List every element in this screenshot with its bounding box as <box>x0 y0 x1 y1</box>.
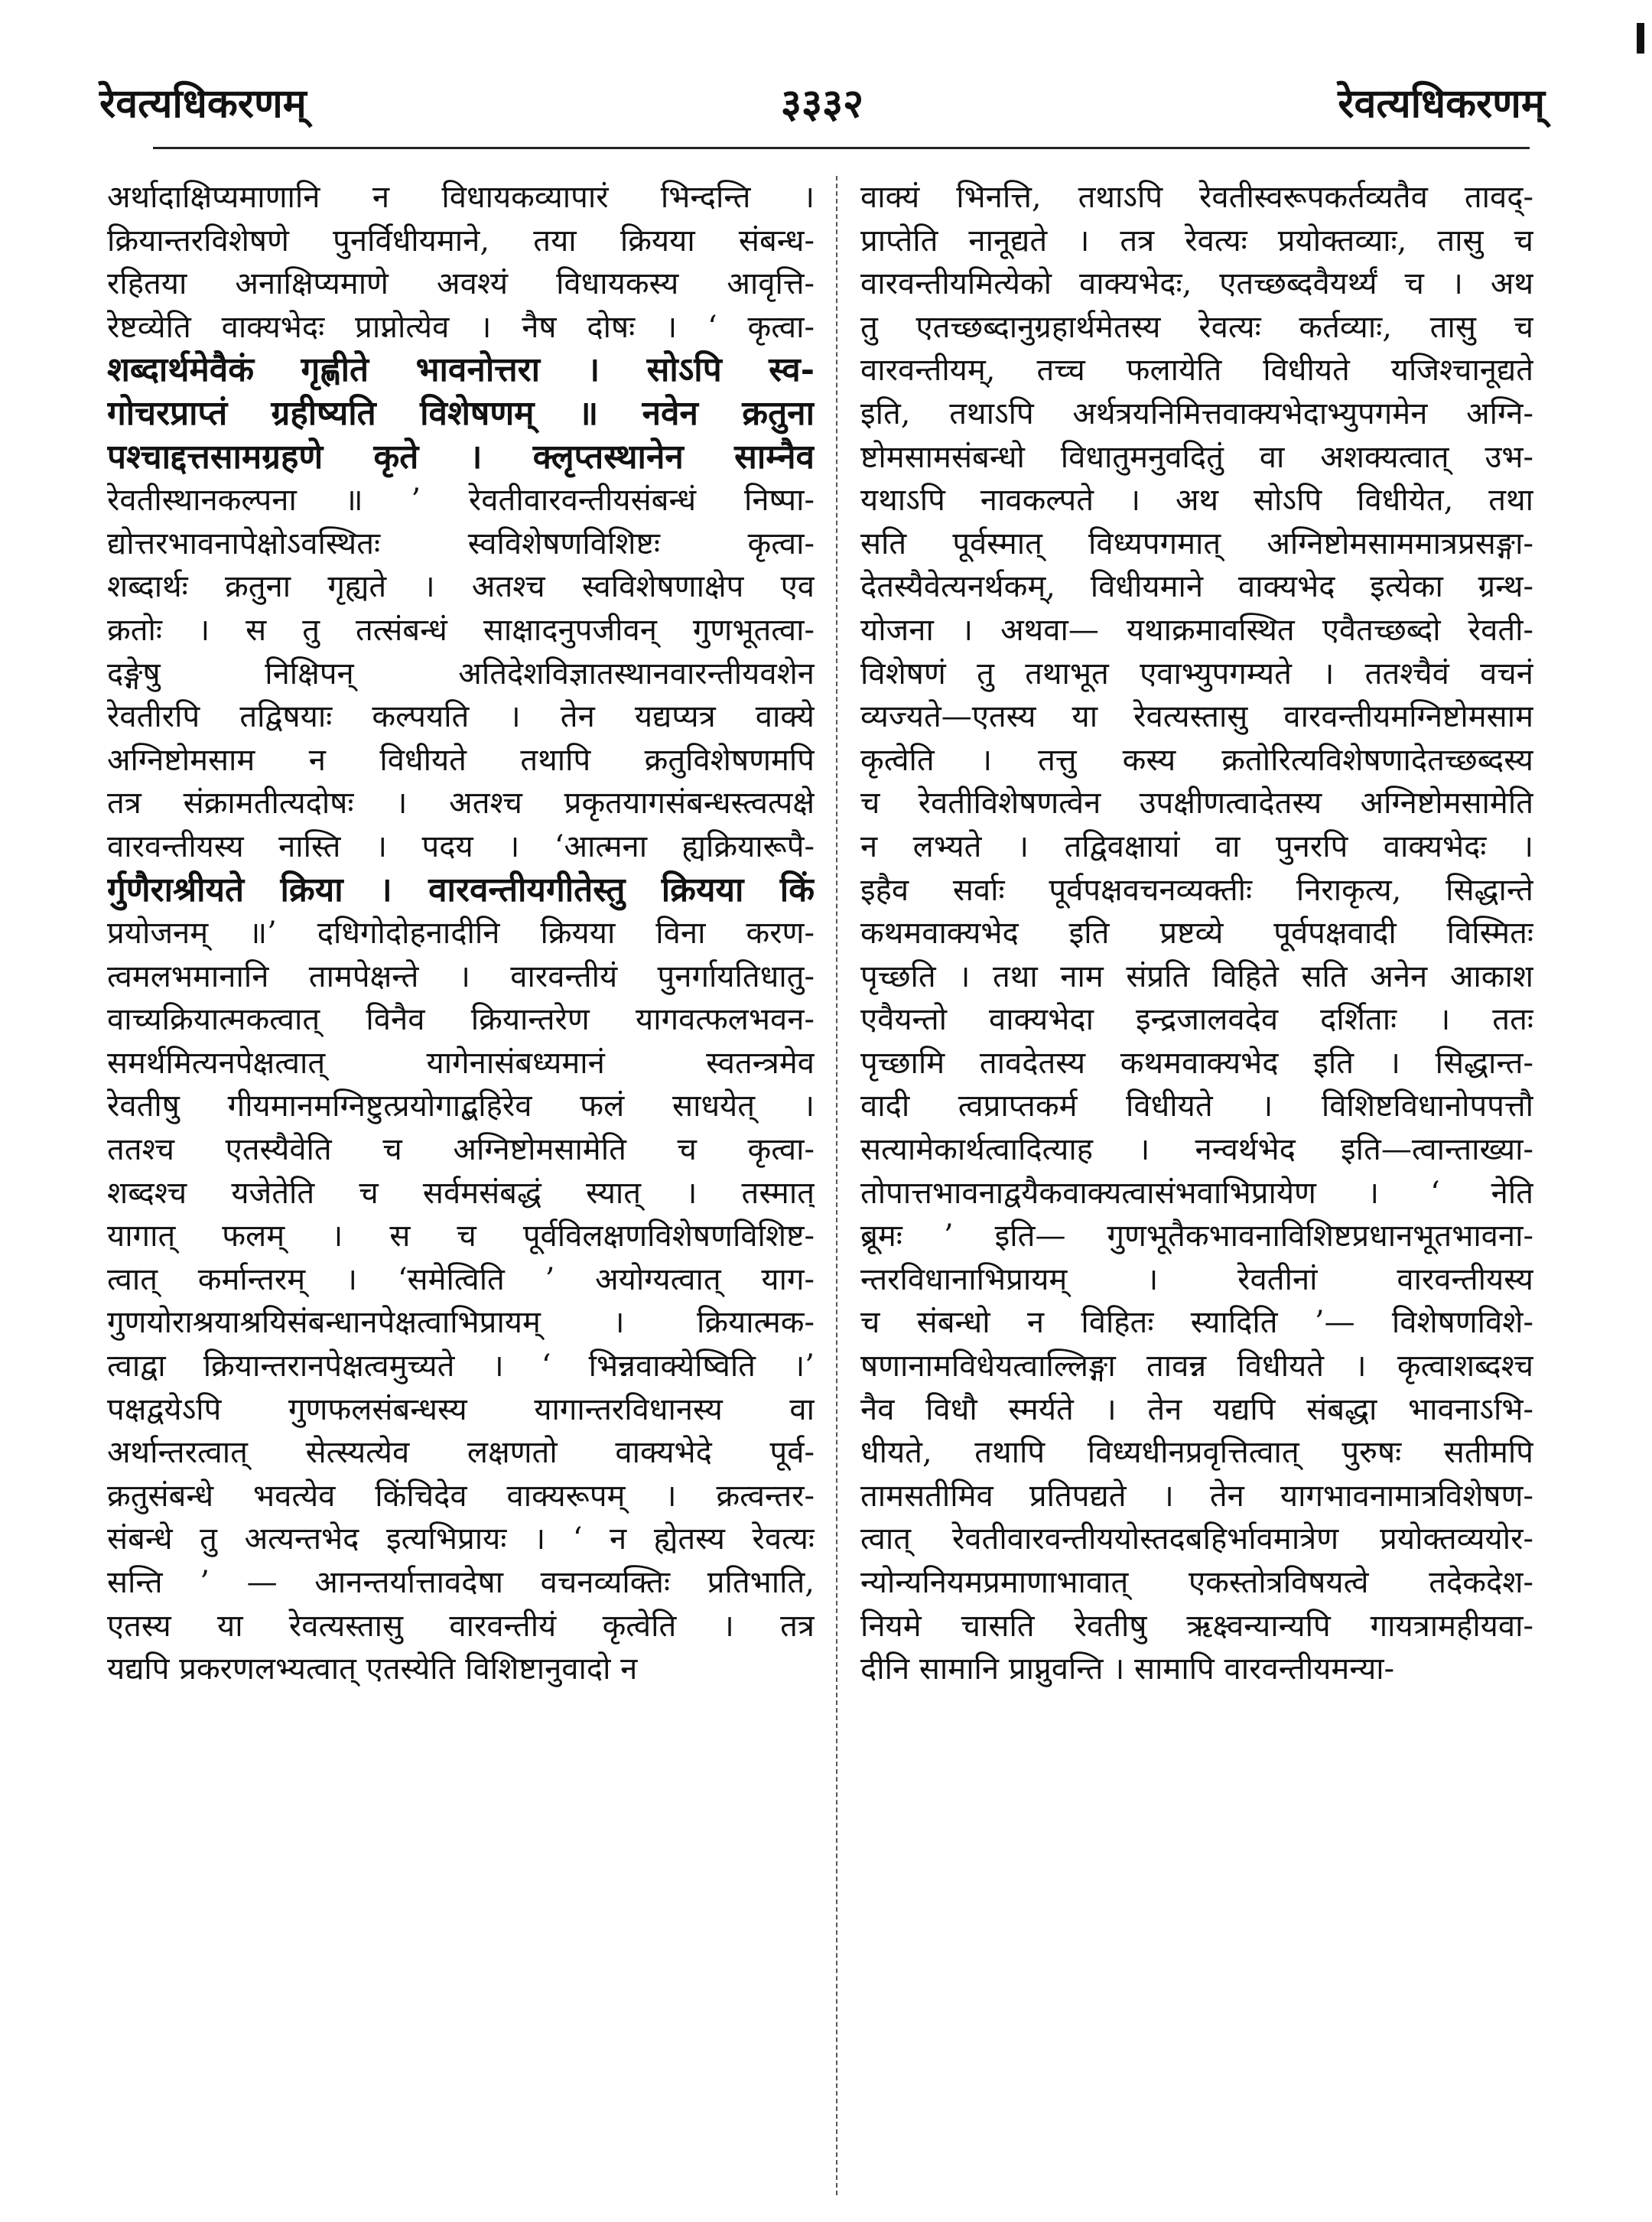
text-line: विशेषणं तु तथाभूत एवाभ्युपगम्यते । ततश्चैवं वचनं <box>860 656 1533 691</box>
text-line: ब्रूमः ’ इति— गुणभूतैकभावनाविशिष्टप्रधानभूतभावना- <box>860 1218 1533 1254</box>
text-line: व्यज्यते—एतस्य या रेवत्यस्तासु वारवन्तीयमग्निष्टोमसाम <box>860 699 1533 735</box>
text-line: ष्टोमसामसंबन्धो विधातुमनुवदितुं वा अशक्यत्वात् उभ- <box>860 439 1533 475</box>
text-line: न्तरविधानाभिप्रायम् । रेवतीनां वारवन्तीयस्य <box>860 1261 1533 1297</box>
text-line: वारवन्तीयस्य नास्ति । पदय । ‘आत्मना ह्यक्रियारूपै- <box>107 828 815 864</box>
text-line: प्रयोजनम् ॥’ दधिगोदोहनादीनि क्रियया विना करण- <box>107 916 815 952</box>
text-line: एतस्य या रेवत्यस्तासु वारवन्तीयं कृत्वेति । तत्र <box>107 1608 815 1644</box>
text-line: च संबन्धो न विहितः स्यादिति ’— विशेषणविशे- <box>860 1305 1533 1341</box>
text-line: त्वात् कर्मान्तरम् । ‘समेत्विति ’ अयोग्यत्वात् याग- <box>107 1261 815 1297</box>
text-line: तोपात्तभावनाद्वयैकवाक्यत्वासंभवाभिप्रायेण । ‘ नेति <box>860 1175 1533 1211</box>
text-line: सन्ति ’ — आनन्तर्यात्तावदेषा वचनव्यक्तिः प्रतिभाति, <box>107 1565 815 1600</box>
text-line: शब्दश्च यजेतेति च सर्वमसंबद्धं स्यात् । तस्मात् <box>107 1175 815 1211</box>
text-line: र्गुणैराश्रीयते क्रिया । वारवन्तीयगीतेस्तु क्रियया किं <box>107 870 815 909</box>
text-line: नैव विधौ स्मर्यते । तेन यद्यपि संबद्धा भावनाऽभि- <box>860 1391 1533 1427</box>
text-line: यथाऽपि नावकल्पते । अथ सोऽपि विधीयेत, तथा <box>860 483 1533 519</box>
text-line: नियमे चासति रेवतीषु ऋक्ष्वन्यान्यपि गायत्रामहीयवा- <box>860 1608 1533 1644</box>
text-line: शब्दार्थमेवैकं गृह्णीते भावनोत्तरा । सोऽपि स्व- <box>107 350 815 390</box>
text-line: अर्थादाक्षिप्यमाणानि न विधायकव्यापारं भिन्दन्ति । <box>107 180 815 215</box>
text-line: वारवन्तीयमित्येको वाक्यभेदः, एतच्छब्दवैयर्थ्यं च । अथ <box>860 266 1533 302</box>
text-line: च रेवतीविशेषणत्वेन उपक्षीणत्वादेतस्य अग्निष्टोमसामेति <box>860 786 1533 821</box>
page-header <box>99 67 1545 136</box>
text-line: क्रतोः । स तु तत्संबन्धं साक्षादनुपजीवन् गुणभूतत्वा- <box>107 612 815 648</box>
text-line: गुणयोराश्रयाश्रयिसंबन्धानपेक्षत्वाभिप्रायम् । क्रियात्मक- <box>107 1305 815 1341</box>
text-line: द्योत्तरभावनापेक्षोऽवस्थितः स्वविशेषणविशिष्टः कृत्वा- <box>107 525 815 561</box>
text-line: पक्षद्वयेऽपि गुणफलसंबन्धस्य यागान्तरविधानस्य वा <box>107 1391 815 1427</box>
text-line: एवैयन्तो वाक्यभेदा इन्द्रजालवदेव दर्शिताः । ततः <box>860 1002 1533 1038</box>
text-line: देतस्यैवेत्यनर्थकम्, विधीयमाने वाक्यभेद इत्येका ग्रन्थ- <box>860 569 1533 605</box>
column-divider <box>836 176 837 2195</box>
text-line: तत्र संक्रामतीत्यदोषः । अतश्च प्रकृतयागसंबन्धस्त्वत्पक्षे <box>107 786 815 821</box>
text-line: न लभ्यते । तद्विवक्षायां वा पुनरपि वाक्यभेदः । <box>860 828 1533 864</box>
text-line: सत्यामेकार्थत्वादित्याह । नन्वर्थभेद इति—त्वान्ताख्या- <box>860 1132 1533 1168</box>
text-line: वारवन्तीयम्, तच्च फलायेति विधीयते यजिश्चानूद्यते <box>860 353 1533 389</box>
header-rule <box>153 147 1530 149</box>
text-line: धीयते, तथापि विध्यधीनप्रवृत्तित्वात् पुरुषः सतीमपि <box>860 1435 1533 1471</box>
text-line: तु एतच्छब्दानुग्रहार्थमेतस्य रेवत्यः कर्तव्याः, तासु च <box>860 309 1533 345</box>
text-line: ततश्च एतस्यैवेति च अग्निष्टोमसामेति च कृत्वा- <box>107 1132 815 1168</box>
text-line: अर्थान्तरत्वात् सेत्स्यत्येव लक्षणतो वाक्यभेदे पूर्व- <box>107 1435 815 1471</box>
text-line: संबन्धे तु अत्यन्तभेद इत्यभिप्रायः । ‘ न ह्येतस्य रेवत्यः <box>107 1521 815 1557</box>
text-line: रेवतीस्थानकल्पना ॥ ’ रेवतीवारवन्तीयसंबन्धं निष्पा- <box>107 483 815 519</box>
text-line: अग्निष्टोमसाम न विधीयते तथापि क्रतुविशेषणमपि <box>107 742 815 778</box>
text-line: प्राप्तेति नानूद्यते । तत्र रेवत्यः प्रयोक्तव्याः, तासु च <box>860 223 1533 259</box>
text-line: पृच्छति । तथा नाम संप्रति विहिते सति अनेन आकाश <box>860 958 1533 994</box>
text-line: यागात् फलम् । स च पूर्वविलक्षणविशेषणविशिष्ट- <box>107 1218 815 1254</box>
text-line: रेवतीरपि तद्विषयाः कल्पयति । तेन यद्यप्यत्र वाक्ये <box>107 699 815 735</box>
right-column <box>860 176 1533 2195</box>
text-line: पृच्छामि तावदेतस्य कथमवाक्यभेद इति । सिद्धान्त- <box>860 1045 1533 1081</box>
text-line: इहैव सर्वाः पूर्वपक्षवचनव्यक्तीः निराकृत्य, सिद्धान्ते <box>860 872 1533 908</box>
text-line: तामसतीमिव प्रतिपद्यते । तेन यागभावनामात्रविशेषण- <box>860 1478 1533 1514</box>
text-line: गोचरप्राप्तं ग्रहीष्यति विशेषणम् ॥ नवेन क्रतुना <box>107 393 815 433</box>
text-line: शब्दार्थः क्रतुना गृह्यते । अतश्च स्वविशेषणाक्षेप एव <box>107 569 815 605</box>
text-line: रेष्टव्येति वाक्यभेदः प्राप्नोत्येव । नैष दोषः । ‘ कृत्वा- <box>107 309 815 345</box>
text-line: समर्थमित्यनपेक्षत्वात् यागेनासंबध्यमानं स्वतन्त्रमेव <box>107 1045 815 1081</box>
text-line: क्रतुसंबन्धे भवत्येव किंचिदेव वाक्यरूपम् । क्रत्वन्तर- <box>107 1478 815 1514</box>
scan-mark <box>1637 23 1644 54</box>
text-line: रेवतीषु गीयमानमग्निष्टुत्प्रयोगाद्बहिरेव फलं साधयेत् । <box>107 1088 815 1124</box>
text-line: क्रियान्तरविशेषणे पुनर्विधीयमाने, तया क्रियया संबन्ध- <box>107 223 815 259</box>
text-line: यद्यपि प्रकरणलभ्यत्वात् एतस्येति विशिष्टानुवादो न <box>107 1651 638 1687</box>
text-line: रहितया अनाक्षिप्यमाणे अवश्यं विधायकस्य आवृत्ति- <box>107 266 815 302</box>
text-line: वाच्यक्रियात्मकत्वात् विनैव क्रियान्तरेण यागवत्फलभवन- <box>107 1002 815 1038</box>
text-line: दङ्गेषु निक्षिपन् अतिदेशविज्ञातस्थानवारन्तीयवशेन <box>107 656 815 691</box>
text-line: त्वाद्वा क्रियान्तरानपेक्षत्वमुच्यते । ‘ भिन्नवाक्येष्विति ।’ <box>107 1348 815 1384</box>
text-line: पश्चाद्दत्तसामग्रहणे कृते । क्लृप्तस्थानेन साम्नैव <box>107 437 815 477</box>
text-line: योजना । अथवा— यथाक्रमावस्थित एवैतच्छब्दो रेवती- <box>860 612 1533 648</box>
text-line: न्योन्यनियमप्रमाणाभावात् एकस्तोत्रविषयत्वे तदेकदेश- <box>860 1565 1533 1600</box>
text-line: त्वमलभमानानि तामपेक्षन्ते । वारवन्तीयं पुनर्गायतिधातु- <box>107 958 815 994</box>
text-line: इति, तथाऽपि अर्थत्रयनिमित्तवाक्यभेदाभ्युपगमेन अग्नि- <box>860 395 1533 431</box>
text-line: कथमवाक्यभेद इति प्रष्टव्ये पूर्वपक्षवादी विस्मितः <box>860 916 1533 952</box>
text-line: सति पूर्वस्मात् विध्यपगमात् अग्निष्टोमसाममात्रप्रसङ्गा- <box>860 525 1533 561</box>
page-number: ३३३२ <box>780 80 864 127</box>
left-column <box>107 176 815 2195</box>
running-title-right: रेवत्यधिकरणम् <box>1338 80 1545 127</box>
text-line: षणानामविधेयत्वाल्लिङ्गा तावन्न विधीयते । कृत्वाशब्दश्च <box>860 1348 1533 1384</box>
text-line: त्वात् रेवतीवारवन्तीययोस्तदबहिर्भावमात्रेण प्रयोक्तव्ययोर- <box>860 1521 1533 1557</box>
text-line: वादी त्वप्राप्तकर्म विधीयते । विशिष्टविधानोपपत्तौ <box>860 1088 1533 1124</box>
text-line: वाक्यं भिनत्ति, तथाऽपि रेवतीस्वरूपकर्तव्यतैव तावद्- <box>860 180 1533 215</box>
text-line: कृत्वेति । तत्तु कस्य क्रतोरित्यविशेषणादेतच्छब्दस्य <box>860 742 1533 778</box>
running-title-left: रेवत्यधिकरणम् <box>99 80 307 127</box>
text-line: दीनि सामानि प्राप्नुवन्ति । सामापि वारवन्तीयमन्या- <box>860 1651 1395 1687</box>
